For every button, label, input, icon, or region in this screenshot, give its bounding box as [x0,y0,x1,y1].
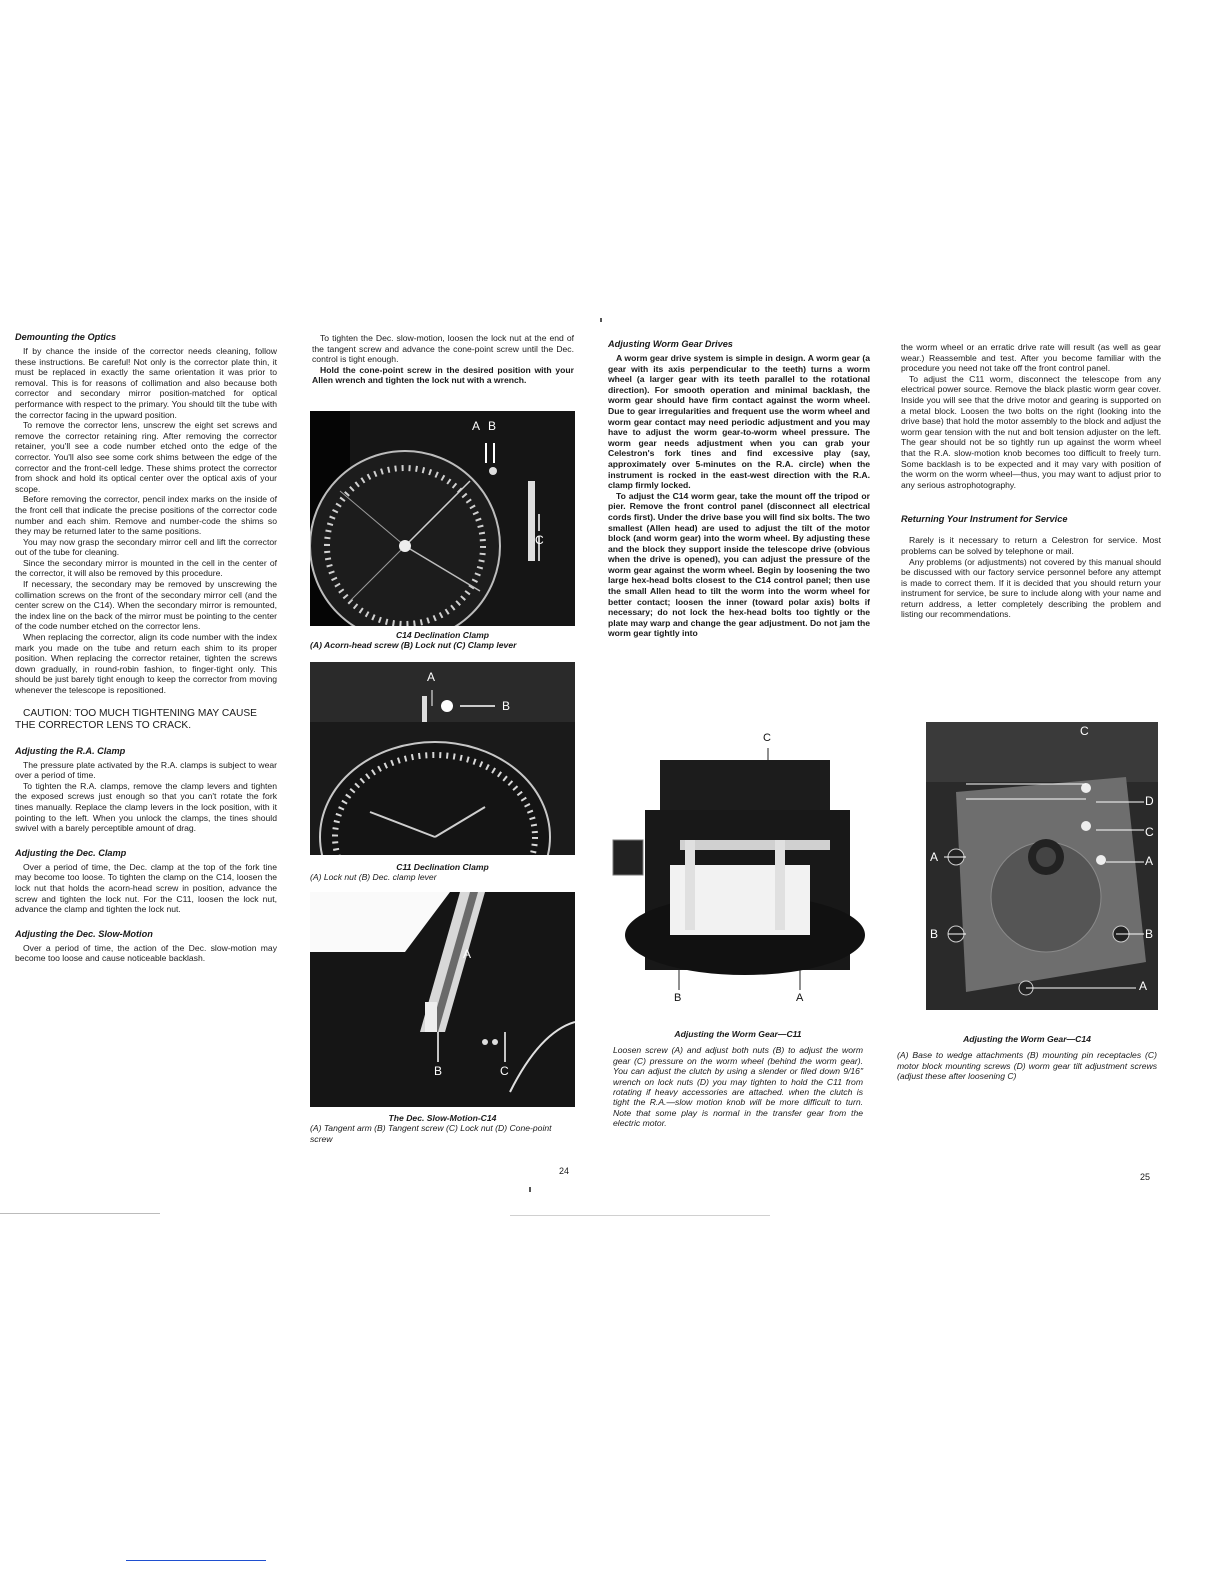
paragraph: the worm wheel or an erratic drive rate will result (as well as gear wear.) Reassemble and test. After you become familiar with the procedure you need not take off the front control panel. [901,342,1161,374]
footer-link-underline [126,1560,266,1561]
figure-dec-slow-motion-c14 [310,892,575,1107]
figure-caption: Loosen screw (A) and adjust both nuts (B) to adjust the worm gear (C) pressure on the worm wheel (behind the worm gear). You can adjust the clutch by using a slender or filed down 9/16" wrench on lock nuts (D) you may tighten to hold the C11 from rotating if heavy accessories are attached. when the clutch is tight the R.A.—slow motion knob will be more difficult to turn. Note that some play is normal in the transfer gear from the electric motor. [613,1045,863,1129]
paragraph: A worm gear drive system is simple in design. A worm gear (a gear with its axis perpendicular to the teeth) turns a worm wheel (a larger gear with its teeth parallel to the rotational direction). For smooth operation and minimal backlash, the worm gear should have firm contact against the worm wheel. Due to gear irregularities and frequent use the worm wheel and worm gear contact may need periodic adjustment and you may have to adjust the worm gear-to-worm wheel pressure. The worm gear needs adjustment when you can grab your Celestron's fork tines and find excessive play (say, approximately over 5-minutes on the R.A. circle) when the instrument is rocked in the east-west direction with the R.A. clamp firmly locked. [608,353,870,491]
label-d: D [1145,794,1154,808]
label-b: B [488,419,497,433]
label-b-right: B [1145,927,1154,941]
label-a-right: A [1145,854,1154,868]
label-a: A [472,419,481,433]
paragraph: To tighten the R.A. clamps, remove the clamp levers and tighten the exposed screws just enough so that you can't rotate the fork tines manually. Replace the clamp levers in the lock position, with it pointing to the left. When you unlock the clamps, the tines should swivel with a barely perceptible amount of drag. [15,780,277,834]
paragraph: Since the secondary mirror is mounted in the cell in the center of the corrector, it will also be removed by this procedure. [15,557,277,579]
paragraph: To tighten the Dec. slow-motion, loosen the lock nut at the end of the tangent screw and advance the cone-point screw until the Dec. control is tight enough. [312,333,574,365]
paragraph: Before removing the corrector, pencil index marks on the inside of the front cell that indicate the precise positions of the corrector code number and each shim. Remove and number-code the shims so they may be returned later to the same positions. [15,494,277,537]
paragraph: Hold the cone-point screw in the desired position with your Allen wrench and tighten the lock nut with a wrench. [312,364,574,386]
caption-c14-declination-clamp [310,630,575,651]
figure-worm-gear-c11 [605,730,867,1008]
page-number-25: 25 [1140,1172,1151,1182]
caution-line-1: CAUTION: TOO MUCH TIGHTENING MAY CAUSE [23,707,257,719]
paragraph: If by chance the inside of the corrector needs cleaning, follow these instructions. Be careful! Not only is the corrector plate thin, it must be replaced in exactly the same orientation it was prior to removal. This is for reasons of collimation and also because both corrector and secondary mirror position-matched for optical performance with respect to the primary. You should tilt the tube with the corrector facing in the upward position. [15,346,277,420]
paragraph: To adjust the C11 worm, disconnect the telescope from any electrical power source. Remove the black plastic worm gear cover. Inside you will see that the drive motor and gearing is supported on a metal block. Loosen the two bolts on the right (looking into the drive base) that hold the motor assembly to the block and adjust the worm gear tension with the nut and bolt tension adjuster on the left. The gear should not be so tightly run up against the worm wheel that the R.A. slow-motion knob becomes too difficult to freely turn. Some backlash is to be expected and it may vary with position of the worm on the worm wheel—thus, you may want to adjust prior to any serious astrophotography. [901,373,1161,490]
paragraph: Over a period of time, the action of the Dec. slow-motion may become too loose and cause noticeable backlash. [15,942,277,964]
figure-title: Adjusting the Worm Gear—C11 [674,1029,802,1039]
column-2 [312,333,574,386]
label-b: B [674,992,682,1004]
dial-photo [310,411,575,626]
label-c: C [535,533,544,547]
heading-returning-instrument: Returning Your Instrument for Service [901,514,1068,525]
dial-photo [310,662,575,855]
heading-demounting-optics: Demounting the Optics [15,332,117,342]
figure-caption: (A) Lock nut (B) Dec. clamp lever [310,872,437,883]
paragraph: When replacing the corrector, align its code number with the index mark you made on the tube and return each shim to its proper position. When replacing the corrector retainer, tighten the screws down gradually, in round-robin fashion, to finger-tight only. This should be just barely tight enough to keep the corrector from moving whenever the telescope is repositioned. [15,632,277,695]
paragraph: To adjust the C14 worm gear, take the mount off the tripod or pier. Remove the front control panel (disconnect all electrical cords first). Under the drive base you will find six bolts. The two smallest (Allen head) are used to adjust the tilt of the motor block (and worm gear) into the worm wheel. By adjusting these and the block they support inside the telescope drive (obvious when the drive is opened), you can adjust the pressure of the worm gear against the worm wheel. Begin by loosening the two large hex-head bolts closest to the C14 control panel; then use the small Allen head to tilt the worm into the worm wheel for better contact; loosen the inner (toward polar axis) bolts if necessary; do not lock the hex-head bolts too tightly or the plate may warp and change the gear adjustment. Do not jam the worm gear tightly into [608,490,870,639]
caution-line-2: THE CORRECTOR LENS TO CRACK. [15,719,192,731]
figure-caption: (A) Acorn-head screw (B) Lock nut (C) Clamp lever [310,640,517,651]
drive-base-photo [926,722,1158,1010]
tangent-arm-photo [310,892,575,1107]
label-a: A [427,670,436,684]
caption-dec-slow-motion [310,1113,575,1144]
paragraph: Over a period of time, the Dec. clamp at the top of the fork tine may become too loose. To tighten the clamp on the C14, loosen the lock nut that holds the acorn-head screw in position, advance the screw and tighten the lock nut. For the C11, loosen the lock nut, advance the clamp and tighten the lock nut. [15,861,277,915]
figure-title: The Dec. Slow-Motion-C14 [388,1113,497,1123]
label-c-right: C [1145,825,1154,839]
label-c-top: C [1080,724,1089,738]
figure-worm-gear-c14 [926,722,1158,1010]
scan-edge-line [510,1215,770,1216]
page-mark [529,1187,531,1192]
caption-worm-gear-c14 [897,1034,1157,1082]
label-a: A [463,947,472,961]
paragraph: Any problems (or adjustments) not covered by this manual should be discussed with our factory service personnel before any attempt is made to correct them. If it is decided that you should return your instrument for service, be sure to include along with your name and return address, a letter completely describing the problem and listing our recommendations. [901,556,1161,620]
caption-worm-gear-c11 [613,1029,863,1129]
figure-c14-declination-clamp [310,411,575,626]
label-b-left: B [930,927,939,941]
column-1 [15,332,277,964]
label-c: C [500,1064,509,1078]
paragraph: You may now grasp the secondary mirror cell and lift the corrector out of the tube for cleaning. [15,536,277,558]
label-c: C [763,732,771,744]
page-number-24: 24 [559,1166,570,1176]
figure-caption: (A) Tangent arm (B) Tangent screw (C) Lock nut (D) Cone-point screw [310,1123,552,1144]
scan-edge-line [0,1213,160,1214]
paragraph: If necessary, the secondary may be removed by unscrewing the collimation screws on the front of the secondary mirror cell (and the center screw on the C14). When the secondary mirror is remounted, the index line on the back of the mirror must be pointing to the center of the code number etched on the corrector lens. [15,579,277,632]
figure-title: Adjusting the Worm Gear—C14 [963,1034,1091,1044]
heading-dec-clamp: Adjusting the Dec. Clamp [15,847,127,858]
label-a-bottom: A [1139,979,1148,993]
paragraph: Rarely is it necessary to return a Celestron for service. Most problems can be solved by telephone or mail. [901,535,1161,556]
figure-c11-declination-clamp [310,662,575,855]
caption-c11-declination-clamp [310,862,575,883]
figure-caption: (A) Base to wedge attachments (B) mounting pin receptacles (C) motor block mounting screws (D) worm gear tilt adjustment screws (adjust these after loosening C) [897,1050,1157,1082]
figure-title: C11 Declination Clamp [396,862,489,872]
label-b: B [434,1064,443,1078]
label-b: B [502,699,511,713]
worm-gear-photo [605,730,867,1008]
paragraph: To remove the corrector lens, unscrew the eight set screws and remove the corrector retaining ring. After removing the corrector retainer, you'll see a code number etched onto the edge of the corrector. You'll also see some cork shims between the edge of the corrector and the front-cell ledge. These shims protect the corrector from shock and hold its optical center over the optical axis of your scope. [15,420,277,494]
column-3 [608,339,870,639]
label-a-left: A [930,850,939,864]
column-4 [901,342,1161,620]
label-a: A [796,992,804,1004]
heading-ra-clamp: Adjusting the R.A. Clamp [15,745,126,756]
heading-dec-slow-motion: Adjusting the Dec. Slow-Motion [15,928,153,939]
paragraph: The pressure plate activated by the R.A. clamps is subject to wear over a period of time. [15,759,277,781]
figure-title: C14 Declination Clamp [395,630,490,640]
page-mark [600,318,602,322]
heading-worm-gear-drives: Adjusting Worm Gear Drives [608,339,733,349]
caution-note [15,708,277,732]
